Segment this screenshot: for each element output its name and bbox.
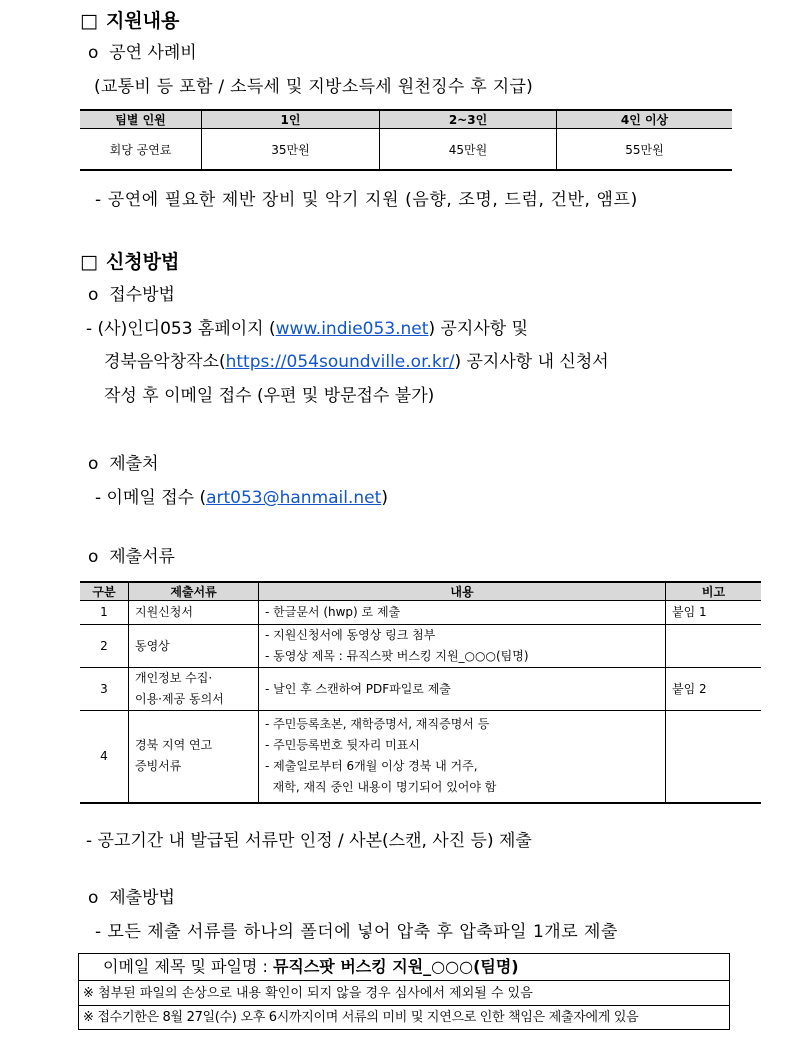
homepage-link[interactable]: www.indie053.net (275, 319, 429, 339)
table-header: 제출서류 (129, 582, 259, 601)
subsection-title: 제출방법 (109, 888, 175, 908)
subsection-title: 공연 사례비 (109, 43, 197, 63)
soundville-link[interactable]: https://054soundville.or.kr/ (225, 352, 455, 372)
table-header: 비고 (666, 582, 762, 601)
circle-bullet-icon: o (88, 547, 99, 567)
email-subject-format: 뮤직스팟 버스킹 지원_○○○(팀명) (272, 957, 519, 976)
notice-box (78, 953, 730, 1030)
content-line: - 지원신청서에 동영상 링크 첨부 (265, 628, 436, 642)
doc-name-line: 경북 지역 연고 (135, 738, 213, 753)
doc-name (129, 668, 259, 711)
text: ) 공지사항 및 (428, 319, 528, 339)
subsection-documents (88, 542, 175, 567)
text: - (사)인디053 홈페이지 ( (86, 319, 276, 339)
table-header: 1인 (202, 110, 380, 129)
text: 이메일 제목 및 파일명 : (103, 957, 273, 976)
doc-note (666, 711, 762, 803)
subsection-title: 제출처 (109, 454, 159, 474)
reception-line-2 (104, 347, 609, 372)
text: 경북음악창작소( (104, 352, 226, 372)
table-header: 구분 (80, 582, 129, 601)
subsection-title: 제출서류 (109, 547, 175, 567)
subsection-title: 접수방법 (109, 285, 175, 305)
checkbox-square-icon: □ (80, 251, 98, 273)
doc-name (129, 711, 259, 803)
row-number: 4 (80, 711, 129, 803)
doc-name: 지원신청서 (129, 601, 259, 625)
content-line: - 동영상 제목 : 뮤직스팟 버스킹 지원_○○○(팀명) (265, 649, 529, 663)
circle-bullet-icon: o (88, 285, 99, 305)
table-cell: 35만원 (202, 129, 380, 171)
subsection-method (88, 883, 175, 908)
circle-bullet-icon: o (88, 43, 99, 63)
content-line: 재학, 재직 중인 내용이 명기되어 있어야 함 (265, 780, 497, 795)
doc-content (259, 711, 666, 803)
email-link[interactable]: art053@hanmail.net (206, 488, 382, 508)
table-header-row (80, 110, 732, 129)
table-row (80, 668, 761, 711)
doc-content: - 날인 후 스캔하여 PDF파일로 제출 (259, 668, 666, 711)
method-line: - 모든 제출 서류를 하나의 폴더에 넣어 압축 후 압축파일 1개로 제출 (95, 922, 618, 942)
subsection-reception (88, 280, 175, 305)
table-header: 내용 (259, 582, 666, 601)
table-cell: 45만원 (380, 129, 557, 171)
documents-table (80, 581, 761, 804)
notice-row: ※ 첨부된 파일의 손상으로 내용 확인이 되지 않을 경우 심사에서 제외될 수 있음 (79, 981, 729, 1006)
doc-note: 붙임 1 (666, 601, 762, 625)
content-line: - 주민등록번호 뒷자리 미표시 (265, 738, 420, 753)
reception-line-1 (86, 314, 528, 339)
table-row (80, 601, 761, 625)
section-heading-support (80, 6, 179, 33)
doc-note: 붙임 2 (666, 668, 762, 711)
table-row (80, 129, 732, 171)
doc-name-line: 개인정보 수집· (135, 671, 213, 685)
doc-name-line: 증빙서류 (135, 759, 182, 774)
text: ) 공지사항 내 신청서 (454, 352, 609, 372)
row-number: 2 (80, 625, 129, 668)
content-line: - 주민등록초본, 재학증명서, 재직증명서 등 (265, 717, 490, 732)
content-line: - 제출일로부터 6개월 이상 경북 내 거주, (265, 759, 478, 774)
equipment-note: - 공연에 필요한 제반 장비 및 악기 지원 (음향, 조명, 드럼, 건반, 앰프) (95, 190, 638, 210)
doc-name-line: 이용·제공 동의서 (135, 692, 224, 706)
table-header: 팀별 인원 (80, 110, 202, 129)
documents-after-note: - 공고기간 내 발급된 서류만 인정 / 사본(스캔, 사진 등) 제출 (86, 831, 532, 851)
table-header: 2~3인 (380, 110, 557, 129)
submit-email-line (95, 483, 388, 508)
fee-table (80, 109, 732, 171)
circle-bullet-icon: o (88, 888, 99, 908)
table-header: 4인 이상 (557, 110, 733, 129)
row-number: 1 (80, 601, 129, 625)
notice-row: ※ 접수기한은 8월 27일(수) 오후 6시까지이며 서류의 미비 및 지연으로 인한 책임은 제출자에게 있음 (83, 1010, 639, 1025)
doc-note (666, 625, 762, 668)
checkbox-square-icon: □ (80, 10, 98, 32)
doc-content: - 한글문서 (hwp) 로 제출 (259, 601, 666, 625)
notice-title-row (79, 954, 729, 981)
table-header-row (80, 582, 761, 601)
doc-name: 동영상 (129, 625, 259, 668)
section-title: 지원내용 (105, 10, 180, 32)
doc-content (259, 625, 666, 668)
subsection-submit-to (88, 449, 159, 474)
fee-note: (교통비 등 포함 / 소득세 및 지방소득세 원천징수 후 지급) (94, 77, 534, 97)
table-row (80, 625, 761, 668)
section-title: 신청방법 (105, 251, 180, 273)
reception-line-3: 작성 후 이메일 접수 (우편 및 방문접수 불가) (104, 386, 435, 406)
row-number: 3 (80, 668, 129, 711)
text: ) (381, 488, 388, 508)
circle-bullet-icon: o (88, 454, 99, 474)
table-row (80, 711, 761, 803)
section-heading-apply (80, 247, 179, 274)
table-cell: 55만원 (557, 129, 733, 171)
table-cell: 회당 공연료 (80, 129, 202, 171)
text: - 이메일 접수 ( (95, 488, 207, 508)
subsection-fee (88, 38, 197, 63)
